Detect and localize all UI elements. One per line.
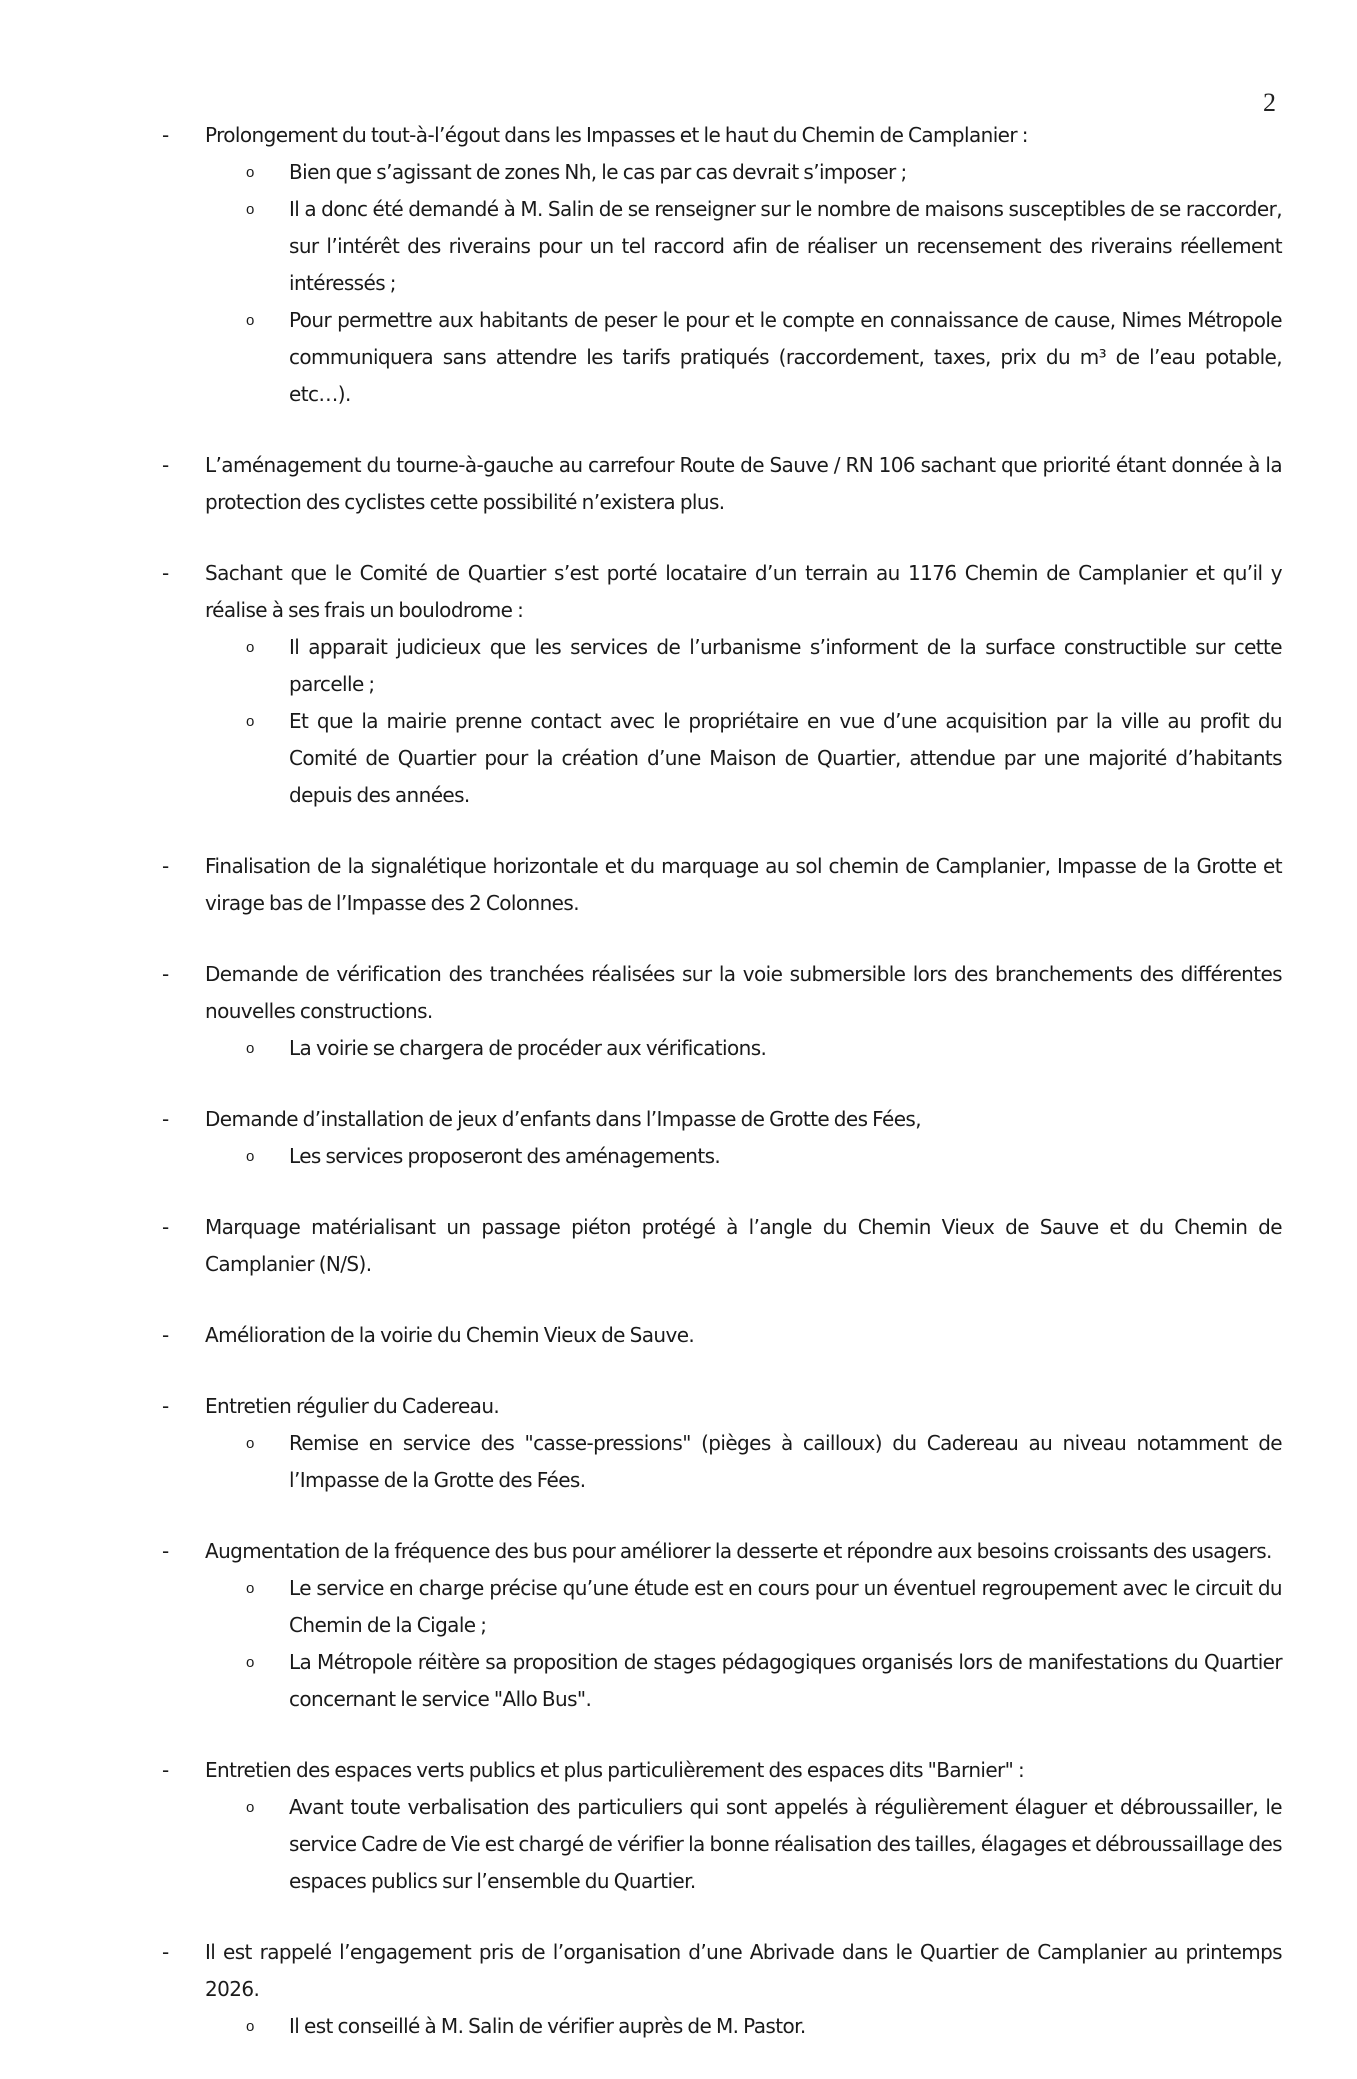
list-item-text: Il est rappelé l’engagement pris de l’organisation d’une Abrivade dans le Quartier de Camplanier au printemps 2026. [205, 1940, 1282, 2001]
circle-bullet-icon: o [246, 1040, 255, 1057]
dash-marker: - [162, 1107, 170, 1131]
circle-bullet-icon: o [246, 1580, 255, 1597]
sub-list-item-text: Et que la mairie prenne contact avec le propriétaire en vue d’une acquisition par la ville au profit du Comité de Quartier pour la création d’une Maison de Quartier, attendue par une majorité d’habitants depuis des années. [289, 709, 1282, 807]
list-item-text: Finalisation de la signalétique horizontale et du marquage au sol chemin de Camplanier, Impasse de la Grotte et virage bas de l’Impasse des 2 Colonnes. [205, 854, 1282, 915]
list-item-text: Entretien régulier du Cadereau. [205, 1394, 500, 1418]
list-item [162, 1934, 1282, 2045]
list-item [162, 1209, 1282, 1283]
sub-list-item-text: Avant toute verbalisation des particuliers qui sont appelés à régulièrement élaguer et débroussailler, le service Cadre de Vie est chargé de vérifier la bonne réalisation des tailles, élagages et débroussaillage des espaces publics sur l’ensemble du Quartier. [289, 1795, 1282, 1893]
list-item [162, 1533, 1282, 1718]
dash-marker: - [162, 1940, 170, 1964]
list-item-text: Demande d’installation de jeux d’enfants dans l’Impasse de Grotte des Fées, [205, 1107, 921, 1131]
sub-list-item [246, 302, 1282, 413]
sub-list-item-text: Les services proposeront des aménagements. [289, 1144, 721, 1168]
list-item [162, 1101, 1282, 1175]
agenda-list [162, 117, 1282, 2079]
list-item [162, 956, 1282, 1067]
circle-bullet-icon: o [246, 2018, 255, 2035]
sub-list-item-text: Il a donc été demandé à M. Salin de se renseigner sur le nombre de maisons susceptibles de se raccorder, sur l’intérêt des riverains pour un tel raccord afin de réaliser un recensement des riverains réellement intéressés ; [289, 197, 1282, 295]
circle-bullet-icon: o [246, 1435, 255, 1452]
list-item [162, 848, 1282, 922]
list-item-text: Entretien des espaces verts publics et plus particulièrement des espaces dits "Barnier" : [205, 1758, 1025, 1782]
sub-list-item-text: Il apparait judicieux que les services de l’urbanisme s’informent de la surface constructible sur cette parcelle ; [289, 635, 1282, 696]
list-item [162, 117, 1282, 413]
sub-list-item [246, 191, 1282, 302]
circle-bullet-icon: o [246, 312, 255, 329]
list-item-text: Augmentation de la fréquence des bus pour améliorer la desserte et répondre aux besoins croissants des usagers. [205, 1539, 1272, 1563]
sub-list-item [246, 1425, 1282, 1499]
sub-list-item [246, 1138, 1282, 1175]
dash-marker: - [162, 1539, 170, 1563]
list-item-text: Prolongement du tout-à-l’égout dans les Impasses et le haut du Chemin de Camplanier : [205, 123, 1028, 147]
dash-marker: - [162, 123, 170, 147]
circle-bullet-icon: o [246, 1148, 255, 1165]
sub-list-item [246, 703, 1282, 814]
list-item-text: L’aménagement du tourne-à-gauche au carrefour Route de Sauve / RN 106 sachant que priorité étant donnée à la protection des cyclistes cette possibilité n’existera plus. [205, 453, 1282, 514]
list-item-text: Marquage matérialisant un passage piéton protégé à l’angle du Chemin Vieux de Sauve et du Chemin de Camplanier (N/S). [205, 1215, 1282, 1276]
list-item [162, 447, 1282, 521]
list-item [162, 555, 1282, 814]
list-item-text: Sachant que le Comité de Quartier s’est porté locataire d’un terrain au 1176 Chemin de Camplanier et qu’il y réalise à ses frais un boulodrome : [205, 561, 1282, 622]
dash-marker: - [162, 561, 170, 585]
circle-bullet-icon: o [246, 1799, 255, 1816]
sub-list-item-text: Le service en charge précise qu’une étude est en cours pour un éventuel regroupement avec le circuit du Chemin de la Cigale ; [289, 1576, 1282, 1637]
dash-marker: - [162, 1394, 170, 1418]
circle-bullet-icon: o [246, 713, 255, 730]
sub-list-item [246, 1030, 1282, 1067]
list-item [162, 1317, 1282, 1354]
sub-list-item-text: La Métropole réitère sa proposition de stages pédagogiques organisés lors de manifestations du Quartier concernant le service "Allo Bus". [289, 1650, 1282, 1711]
list-item [162, 1388, 1282, 1499]
dash-marker: - [162, 453, 170, 477]
circle-bullet-icon: o [246, 164, 255, 181]
sub-list-item [246, 1789, 1282, 1900]
page-number: 2 [1263, 88, 1276, 117]
dash-marker: - [162, 1758, 170, 1782]
dash-marker: - [162, 1215, 170, 1239]
sub-list-item [246, 1644, 1282, 1718]
sub-list-item-text: Remise en service des "casse-pressions" (pièges à cailloux) du Cadereau au niveau notamment de l’Impasse de la Grotte des Fées. [289, 1431, 1282, 1492]
circle-bullet-icon: o [246, 639, 255, 656]
sub-list-item-text: Bien que s’agissant de zones Nh, le cas par cas devrait s’imposer ; [289, 160, 907, 184]
sub-list-item [246, 2008, 1282, 2045]
sub-list-item-text: La voirie se chargera de procéder aux vérifications. [289, 1036, 767, 1060]
dash-marker: - [162, 1323, 170, 1347]
sub-list-item-text: Pour permettre aux habitants de peser le pour et le compte en connaissance de cause, Nimes Métropole communiquera sans attendre les tarifs pratiqués (raccordement, taxes, prix du m³ de l’eau potable, etc…). [289, 308, 1282, 406]
list-item-text: Demande de vérification des tranchées réalisées sur la voie submersible lors des branchements des différentes nouvelles constructions. [205, 962, 1282, 1023]
list-item [162, 1752, 1282, 1900]
dash-marker: - [162, 962, 170, 986]
sub-list-item [246, 1570, 1282, 1644]
sub-list-item-text: Il est conseillé à M. Salin de vérifier auprès de M. Pastor. [289, 2014, 806, 2038]
list-item-text: Amélioration de la voirie du Chemin Vieux de Sauve. [205, 1323, 695, 1347]
circle-bullet-icon: o [246, 201, 255, 218]
sub-list-item [246, 154, 1282, 191]
sub-list-item [246, 629, 1282, 703]
circle-bullet-icon: o [246, 1654, 255, 1671]
dash-marker: - [162, 854, 170, 878]
